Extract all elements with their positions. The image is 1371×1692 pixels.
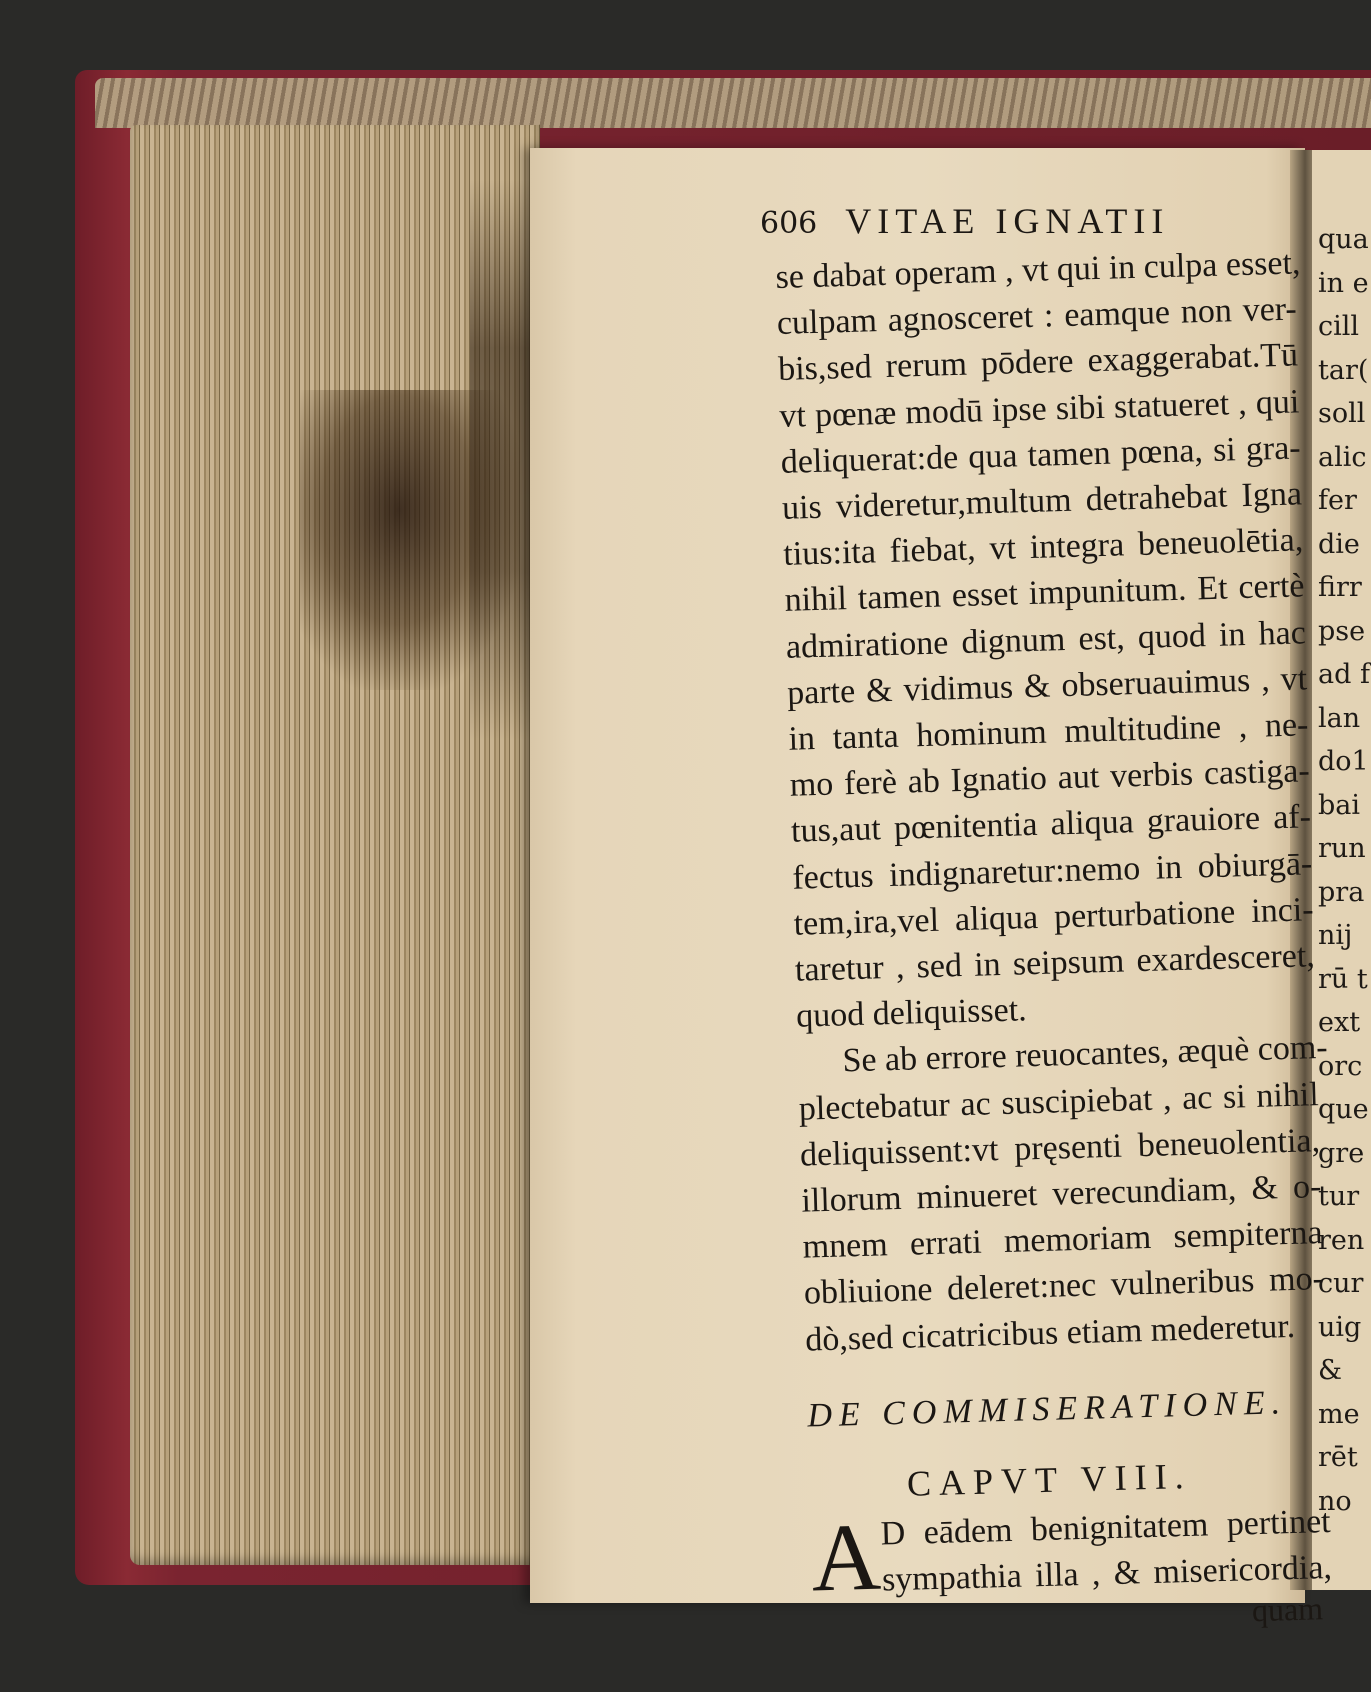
text-line: se dabat operam , vt qui in culpa esset,	[775, 244, 1301, 296]
text-line: sympathia illa , & misericordia,	[881, 1549, 1333, 1599]
text-line: plectebatur ac suscipiebat , ac si nihil	[798, 1075, 1320, 1128]
text-block	[775, 240, 1333, 1639]
facing-page-line: gre	[1318, 1137, 1365, 1169]
facing-page-line: ext	[1318, 1007, 1361, 1038]
facing-page-line: nij	[1318, 920, 1353, 951]
text-line: bis,sed rerum pōdere exaggerabat.Tū	[777, 336, 1299, 389]
facing-page-line: firr	[1318, 572, 1362, 603]
facing-page-line: cill	[1318, 311, 1360, 342]
text-line: culpam agnosceret : eamque non ver-	[776, 290, 1298, 343]
drop-cap: A	[809, 1502, 883, 1612]
text-line: tem,ira,vel aliqua perturbatione inci-	[793, 891, 1315, 943]
facing-page-line: ren	[1318, 1224, 1365, 1256]
text-line: Se ab errore reuocantes, æquè com-	[842, 1029, 1329, 1080]
facing-page-line: fer	[1318, 485, 1357, 516]
edge-stain	[470, 180, 530, 740]
text-line: quod deliquisset.	[795, 991, 1028, 1035]
facing-page-line: bai	[1318, 789, 1361, 821]
facing-page-line: do1	[1318, 746, 1369, 777]
catchword: quam	[1251, 1590, 1324, 1629]
facing-page-line: in e	[1318, 267, 1369, 299]
text-line: taretur , sed in seipsum exardesceret,	[794, 937, 1316, 989]
text-line: tus,aut pœnitentia aliqua grauiore af-	[790, 798, 1312, 851]
chapter-heading: CAPVT VIII.	[906, 1455, 1193, 1504]
text-line: deliquissent:vt pręsenti beneuolentia,	[799, 1121, 1321, 1174]
text-line: fectus indignaretur:nemo in obiurgā-	[791, 844, 1313, 897]
paragraph-1	[775, 240, 1317, 1040]
text-line: vt pœnæ modū ipse sibi statueret , qui	[778, 383, 1300, 435]
text-line: obliuione deleret:nec vulneribus mo-	[803, 1260, 1325, 1313]
facing-page-line: die	[1318, 528, 1360, 560]
text-line: dò,sed cicatricibus etiam mederetur.	[804, 1307, 1296, 1359]
facing-page-line: &	[1318, 1355, 1343, 1386]
running-head	[760, 200, 1280, 242]
facing-page-line: uig	[1318, 1311, 1362, 1343]
facing-page-line: orc	[1318, 1050, 1363, 1082]
facing-page-line: qua	[1318, 224, 1369, 255]
facing-page-line: ad f	[1318, 659, 1370, 690]
text-line: nihil tamen esset impunitum. Et certè	[784, 567, 1305, 620]
text-line: mnem errati memoriam sempiterna	[802, 1214, 1324, 1266]
facing-page-line: no	[1318, 1485, 1352, 1517]
text-line: mo ferè ab Ignatio aut verbis castiga-	[789, 752, 1311, 805]
text-line: parte & vidimus & obseruauimus , vt	[786, 660, 1308, 712]
book-headband	[95, 78, 1371, 128]
text-line: uis videretur,multum detrahebat Igna	[781, 475, 1303, 527]
text-line: tius:ita fiebat, vt integra beneuolētia,	[782, 521, 1304, 574]
facing-page-line: cur	[1318, 1268, 1364, 1299]
facing-page-line: que	[1318, 1094, 1369, 1125]
facing-page-line: pse	[1318, 615, 1366, 647]
facing-page-line: tar(	[1318, 354, 1369, 386]
facing-page-line: rēt	[1318, 1442, 1358, 1473]
page-number: 606	[760, 206, 818, 241]
facing-page-line: me	[1318, 1398, 1360, 1430]
text-line: illorum minueret verecundiam, & o-	[800, 1168, 1322, 1220]
page-header: VITAE IGNATII	[845, 201, 1170, 241]
paragraph-2	[797, 1026, 1329, 1364]
facing-page-line: tur	[1318, 1181, 1360, 1212]
facing-page-line: pra	[1318, 876, 1365, 908]
facing-page-line: soll	[1318, 398, 1366, 429]
facing-page-line: lan	[1318, 702, 1361, 734]
facing-page-line: alic	[1318, 441, 1367, 473]
text-line: deliquerat:de qua tamen pœna, si gra-	[780, 429, 1302, 481]
facing-page-line: run	[1318, 833, 1366, 864]
text-line: admiratione dignum est, quod in hac	[785, 613, 1307, 666]
facing-page-line: rū t	[1318, 963, 1368, 995]
text-line: D eādem benignitatem pertinet	[880, 1502, 1332, 1553]
section-heading: DE COMMISERATIONE.	[806, 1384, 1288, 1435]
text-line: in tanta hominum multitudine , ne-	[788, 706, 1309, 758]
opening-paragraph	[810, 1499, 1333, 1640]
